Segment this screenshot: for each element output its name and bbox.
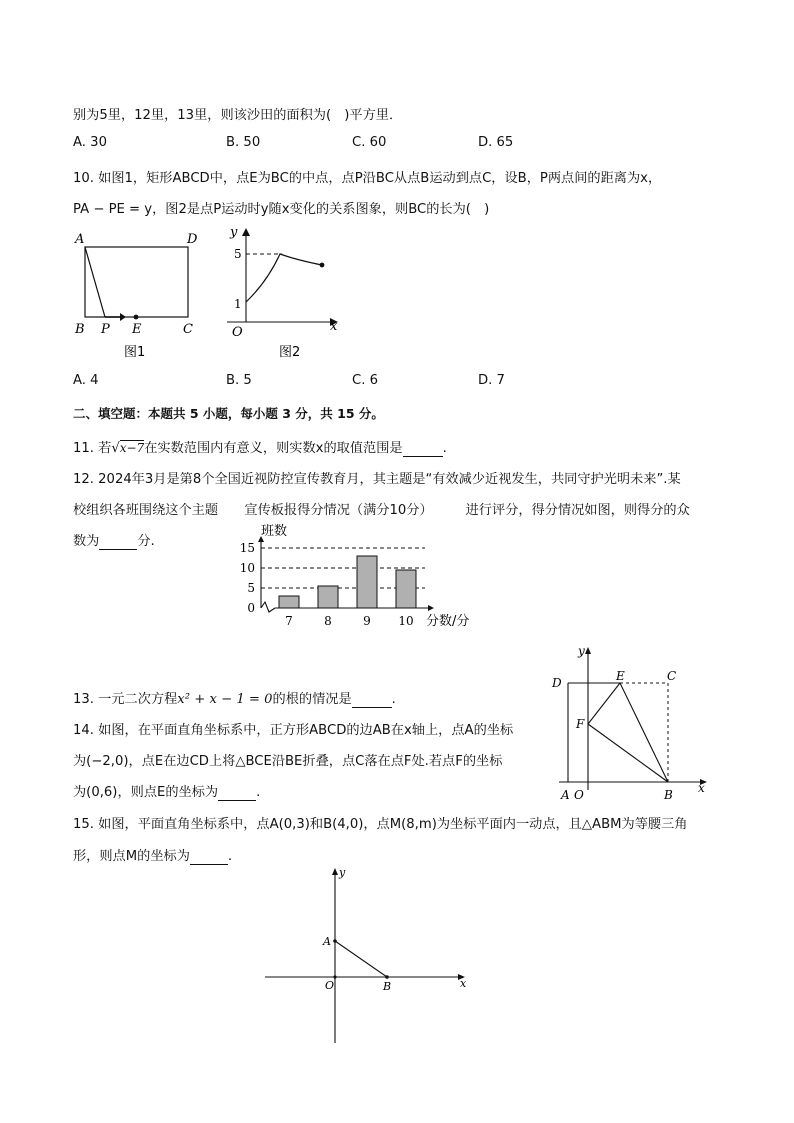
- q15-line2: [73, 845, 232, 865]
- chart-ytick-label: 15: [239, 541, 255, 555]
- q15-figure: [262, 863, 474, 1048]
- label-f: F: [576, 717, 585, 731]
- q10-option-c: C. 6: [352, 373, 378, 388]
- segment-fb: [588, 724, 668, 782]
- label-y: y: [578, 644, 585, 658]
- q9-text: 别为5里，12里，13里，则该沙田的面积为( )平方里．: [73, 108, 403, 123]
- tick-5: 5: [234, 247, 242, 261]
- q11-pre: 11. 若: [73, 441, 112, 456]
- q14-line3: [73, 781, 260, 801]
- section-2-heading: 二、填空题：本题共 5 小题，每小题 3 分，共 15 分。: [73, 406, 384, 421]
- chart-ytick-label: 10: [239, 561, 255, 575]
- chart-xtick-label-7: 7: [285, 614, 293, 628]
- label-d: D: [552, 676, 562, 690]
- chart-ytick-label: 0: [247, 601, 255, 615]
- caption-fig1: 图1: [124, 345, 146, 360]
- rectangle-abcd: [85, 247, 188, 317]
- label-o: O: [232, 325, 243, 340]
- q14-end: .: [256, 785, 261, 800]
- q10-option-a: A. 4: [73, 373, 99, 388]
- q10-line1: 10. 如图1，矩形ABCD中，点E为BC的中点，点P沿BC从点B运动到点C，设B，P两点间的距离为x，: [73, 171, 662, 186]
- q9-option-a: A. 30: [73, 135, 107, 150]
- segment-fe: [588, 683, 620, 724]
- label-y: y: [230, 225, 238, 240]
- chart-xtick-label-9: 9: [363, 614, 371, 628]
- curve-end-point: [320, 263, 325, 268]
- q12-line3-post: 分.: [137, 534, 155, 549]
- label-b: B: [664, 788, 673, 802]
- q11-post: 在实数范围内有意义，则实数x的取值范围是: [144, 441, 403, 456]
- q10-option-d: D. 7: [478, 373, 505, 388]
- chart-bar-9: [357, 556, 377, 608]
- label-o: O: [325, 979, 335, 992]
- chart-xlabel: 分数/分: [426, 614, 470, 629]
- chart-xtick-label-8: 8: [324, 614, 332, 628]
- label-y: y: [339, 866, 346, 879]
- segment-ap: [85, 247, 105, 317]
- q10-figure-1: [70, 225, 210, 365]
- q11-end: .: [442, 441, 447, 456]
- q13-answer-blank: [352, 692, 392, 708]
- tick-1: 1: [234, 297, 242, 311]
- point-b: [385, 975, 389, 979]
- q11-answer-blank: [403, 441, 443, 457]
- q12-bar-chart: [225, 520, 485, 635]
- chart-bar-7: [279, 596, 299, 608]
- label-x: x: [330, 319, 338, 334]
- q15-line2-pre: 形，则点M的坐标为: [73, 849, 190, 864]
- q14-line3-pre: 为(0,6)，则点E的坐标为: [73, 785, 219, 800]
- q11-radicand: x−7: [119, 441, 145, 455]
- q14-answer-blank: [218, 785, 256, 801]
- chart-xtick-label-10: 10: [398, 614, 414, 628]
- caption-fig2: 图2: [279, 345, 301, 360]
- q9-option-d: D. 65: [478, 135, 514, 150]
- chart-x-arrow: [428, 605, 434, 611]
- segment-ab: [335, 941, 387, 977]
- q9-option-c: C. 60: [352, 135, 387, 150]
- q10-line2: PA − PE = y，图2是点P运动时y随x变化的关系图象，则BC的长为( ): [73, 202, 490, 217]
- q14-line2: 为(−2,0)，点E在边CD上将△BCE沿BE折叠，点C落在点F处.若点F的坐标: [73, 754, 503, 769]
- chart-bar-8: [318, 586, 338, 608]
- label-c: C: [183, 322, 193, 337]
- q13-end: .: [391, 692, 396, 707]
- label-o: O: [574, 788, 584, 802]
- segment-eb: [620, 683, 668, 782]
- q13-equation: x² + x − 1 = 0: [177, 692, 273, 707]
- arrow-head: [120, 313, 126, 321]
- q10-figure-2: [222, 222, 352, 362]
- chart-bar-10: [396, 570, 416, 608]
- q15-line1: 15. 如图，平面直角坐标系中，点A(0,3)和B(4,0)，点M(8,m)为坐标平面内一动点，且△ABM为等腰三角: [73, 817, 688, 832]
- label-b: B: [383, 980, 392, 993]
- q15-answer-blank: [190, 849, 228, 865]
- label-a: A: [75, 232, 85, 247]
- chart-ytick-label: 5: [247, 581, 255, 595]
- point-e: [134, 315, 139, 320]
- label-a: A: [323, 935, 331, 948]
- q10-option-b: B. 5: [226, 373, 252, 388]
- q11-text: [73, 437, 447, 457]
- q12-line1: 12. 2024年3月是第8个全国近视防控宣传教育月，其主题是“有效减少近视发生，共同守护光明未来”.某: [73, 472, 681, 487]
- sqrt-symbol: √: [111, 441, 120, 456]
- label-c: C: [667, 669, 677, 683]
- q13-pre: 13. 一元二次方程: [73, 692, 178, 707]
- label-x: x: [460, 977, 467, 990]
- label-b: B: [75, 322, 85, 337]
- label-x: x: [698, 781, 705, 795]
- q9-option-b: B. 50: [226, 135, 261, 150]
- label-p: P: [101, 322, 110, 337]
- q14-line1: 14. 如图，在平面直角坐标系中，正方形ABCD的边AB在x轴上，点A的坐标: [73, 723, 514, 738]
- label-a: A: [561, 788, 570, 802]
- label-d: D: [187, 232, 198, 247]
- label-e: E: [616, 669, 625, 683]
- q13-post: 的根的情况是: [272, 692, 352, 707]
- q12-line3-pre: 数为: [73, 534, 100, 549]
- axis-break: [261, 602, 275, 612]
- label-e: E: [132, 322, 142, 337]
- chart-ylabel: 班数: [261, 524, 288, 539]
- q15-end: .: [227, 849, 233, 864]
- q14-figure: [544, 640, 714, 808]
- point-a: [333, 939, 337, 943]
- q12-line3: [73, 530, 155, 550]
- q12-answer-blank: [99, 534, 137, 550]
- q13-text: [73, 688, 396, 708]
- curve: [246, 254, 322, 302]
- q12-line2: 校组织各班围绕这个主题 宣传板报得分情况（满分10分） 进行评分，得分情况如图，则得分的众: [73, 503, 690, 518]
